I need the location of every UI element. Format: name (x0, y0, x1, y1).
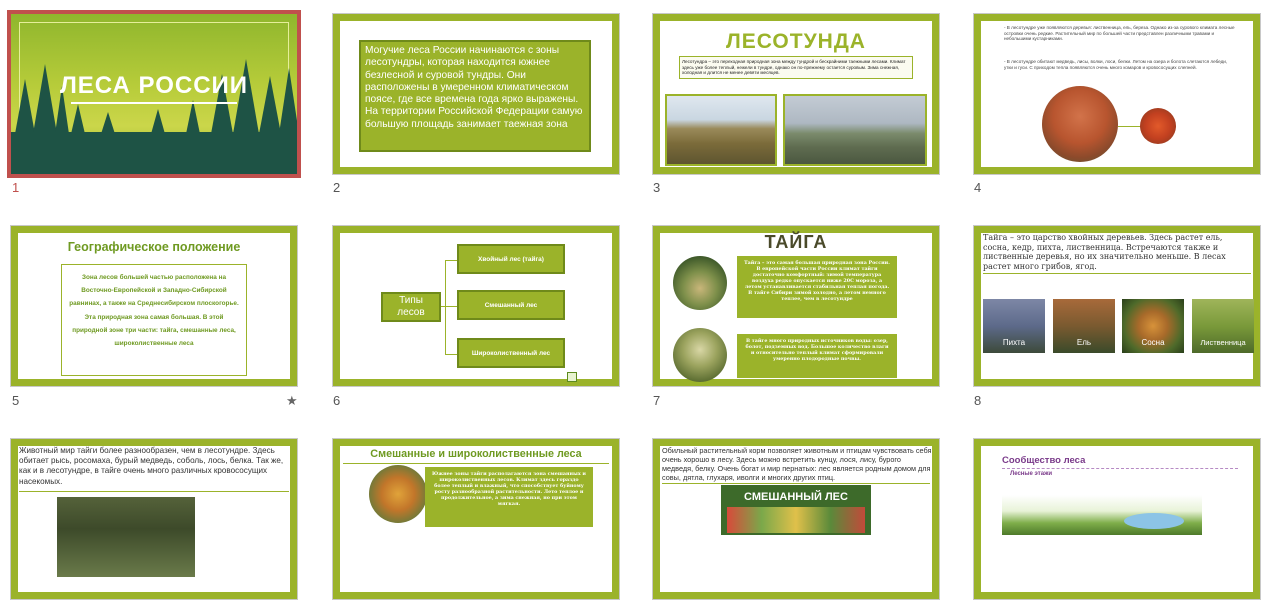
slide-thumbnail-1[interactable] (10, 13, 298, 175)
river-shape (1124, 513, 1184, 529)
tree-label-2: Ель (1076, 338, 1092, 347)
slide-title: Географическое положение (67, 240, 241, 254)
slide-thumbnail-7[interactable] (652, 225, 940, 387)
slide-title: ЛЕСОТУНДА (726, 30, 866, 53)
text-box (359, 40, 591, 152)
connector-line (1118, 126, 1142, 127)
slide-subtitle: Лесные этажи (1010, 471, 1053, 477)
divider (662, 483, 930, 484)
slide-thumbnail-8[interactable] (973, 225, 1261, 387)
slide-text-2: В тайге много природных источников воды: озер, болот, подземных вод. Большое количество влаги и относительно теплый климат сформировали умеренно плодородные почвы. (737, 334, 897, 378)
tundra-photo (665, 94, 777, 166)
center-box (381, 292, 441, 322)
center-label: Типы лесов (397, 295, 425, 318)
forest-tundra-photo (783, 94, 927, 166)
slide-number: 7 (653, 393, 661, 408)
title-underline (343, 463, 609, 464)
taiga-photo-2 (673, 328, 727, 382)
slide-text: Южнее зоны тайги располагаются зона смешанных и широколиственных лесов. Климат здесь гораздо более теплый и влажный, что способствует буйному росту разнообразной растительности. Лето теплое и продолжительное, а зима снежная, но при этом мягкая. (425, 467, 593, 527)
forest-type-box-3 (457, 338, 565, 368)
slide-number: 1 (12, 180, 20, 195)
slide-text: Животный мир тайги более разнообразен, чем в лесотундре. Здесь обитает рысь, росомаха, бурый медведь, соболь, лось, белка. Так же, как и в лесотундре, в тайге очень много различных кровососущих насекомых. (19, 446, 284, 486)
slide-text-1: - В лесотундре уже появляются деревья: лиственница, ель, береза. Однако из-за сурового климата лесные островки очень редкие. Растительный мир по большей части представлен различными травами и небольшими кустарниками. (1004, 25, 1235, 42)
mixed-forest-poster (721, 485, 871, 535)
animation-star-icon: ★ (286, 393, 298, 408)
slide-text: Зона лесов большей частью расположена на Восточно-Европейской и Западно-Сибирской равнинах, а также на Среднесибирском плоскогорье. Эта природная зона самая большая. В этой природной зоне три части: тайга, смешанные леса, широколиственные леса (61, 264, 247, 376)
tree-label-3: Сосна (1141, 338, 1165, 347)
title-underline (71, 102, 237, 104)
slide-title: ЛЕСА РОССИИ (59, 72, 249, 99)
connector-h2 (441, 306, 457, 307)
tree-label-4: Лиственница (1200, 338, 1246, 347)
divider (19, 491, 289, 492)
connector-h3 (445, 354, 457, 355)
slide-title: ТАЙГА (764, 232, 828, 252)
forest-type-box-1 (457, 244, 565, 274)
poster-images (727, 507, 865, 533)
title-underline (1002, 468, 1238, 470)
forest-type-label: Хвойный лес (тайга) (478, 256, 544, 263)
connector-vertical (445, 260, 446, 354)
slide-thumbnail-11[interactable] (652, 438, 940, 600)
slide-thumbnail-6[interactable] (332, 225, 620, 387)
slide-text: Могучие леса России начинаются с зоны лесотундры, которая находится южнее безлесной и суровой тундры. Они расположены в умеренном климатическом поясе, где все времена года ярко выражены. На территории Российской Федерации самую большую площадь занимает таежная зона (365, 45, 583, 130)
slide-thumbnail-9[interactable] (10, 438, 298, 600)
slide-thumbnail-12[interactable] (973, 438, 1261, 600)
slide-thumbnail-2[interactable] (332, 13, 620, 175)
divider (983, 273, 1251, 274)
slide-title: Смешанные и широколиственные леса (370, 448, 582, 460)
slide-text: Обильный растительный корм позволяет животным и птицам чувствовать себя очень хорошо в лесу. Здесь можно встретить кунцу, лося, лису, бурого медведя, белку. Очень богат и мир пернатых: лес является родным домом для совы, дятла, глухаря, иволги и многих других птиц. (662, 446, 932, 482)
taiga-animals-photo (57, 497, 195, 577)
autumn-forest-photo (369, 465, 427, 523)
forest-type-box-2 (457, 290, 565, 320)
slide-text-1: Тайга – это самая большая природная зона России. В европейской части России климат тайги достаточно комфортный: зимой температура воздуха редко опускается ниже 20С мороза, а летом устанавливается стабильная теплая погода. В тайге Сибири зимой холодно, а летом немного теплее, чем в лесотундре (737, 256, 897, 318)
tree-label-1: Пихта (1002, 338, 1026, 347)
berries-photo (1140, 108, 1176, 144)
poster-title: СМЕШАННЫЙ ЛЕС (744, 491, 848, 503)
autumn-tundra-photo (1042, 86, 1118, 162)
smartart-icon (567, 372, 577, 382)
slide-number: 6 (333, 393, 341, 408)
connector-h1 (445, 260, 457, 261)
slide-thumbnail-4[interactable] (973, 13, 1261, 175)
slide-thumbnail-3[interactable] (652, 13, 940, 175)
slide-thumbnail-5[interactable] (10, 225, 298, 387)
slide-thumbnail-10[interactable] (332, 438, 620, 600)
slide-text-2: - В лесотундре обитают медведь, лисы, волки, лоси, белки. Летом на озера и болота слетаются лебеди, утки и гуси. С приходом тепла появляются очень много комаров и кровососущих слепней. (1004, 59, 1228, 70)
slide-number: 8 (974, 393, 982, 408)
slide-text: Лесотундра – это переходная природная зона между тундрой и бескрайними таежными лесами. Климат здесь уже более теплый, нежели в тундре, однако он по-прежнему остается суровым. Зима снежная, холодная и длится не менее девяти месяцев. (679, 56, 913, 79)
slide-number: 3 (653, 180, 661, 195)
slide-title: Сообщество леса (1002, 455, 1086, 466)
forest-type-label: Смешанный лес (484, 302, 538, 309)
slide-number: 2 (333, 180, 341, 195)
slide-number: 5 (12, 393, 20, 408)
slide-number: 4 (974, 180, 982, 195)
forest-type-label: Широколиственный лес (471, 350, 551, 357)
slide-text: Тайга – это царство хвойных деревьев. Здесь растет ель, сосна, кедр, пихта, лиственница. Встречаются также и лиственные деревья, но их значительно меньше. В лесах растет много грибов, ягод. (983, 233, 1226, 271)
taiga-photo-1 (673, 256, 727, 310)
